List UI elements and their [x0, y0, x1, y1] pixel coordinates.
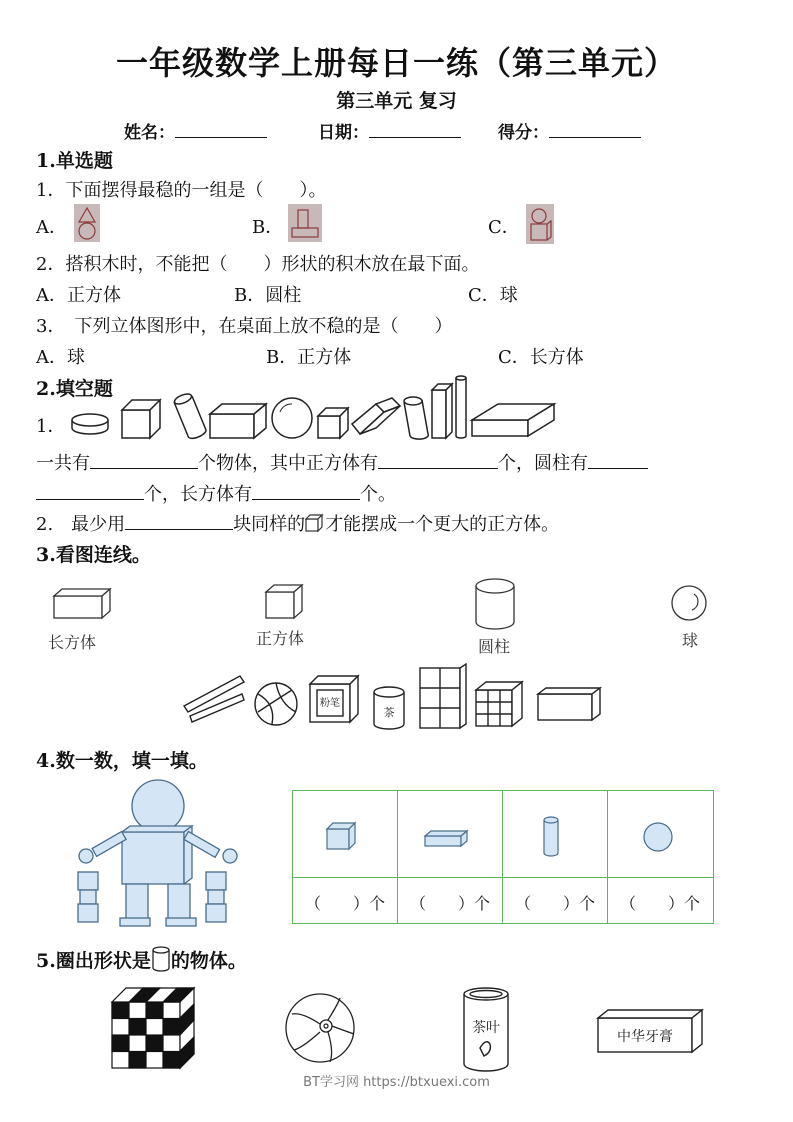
- name-field[interactable]: [124, 118, 267, 143]
- cylinder-count-blank-cont[interactable]: [36, 483, 144, 500]
- page-title: 一年级数学上册每日一练（第三单元）: [115, 44, 677, 82]
- volleyball-icon: [255, 683, 297, 725]
- date-field[interactable]: [318, 118, 461, 143]
- sphere-count-cell[interactable]: （ ）个: [619, 894, 700, 913]
- beach-ball-icon[interactable]: [284, 992, 356, 1064]
- s1-q3-option-a[interactable]: A．球: [36, 347, 85, 368]
- score-field[interactable]: [498, 118, 641, 143]
- checker-cube-icon[interactable]: [110, 986, 196, 1072]
- table-cuboid-icon: [423, 829, 469, 849]
- stack-cone-sphere-icon: [74, 204, 100, 242]
- s1-q2-text: 2．搭积木时，不能把（ ）形状的积木放在最下面。: [36, 254, 480, 275]
- robot-body: [122, 832, 184, 884]
- footer-watermark: BT学习网 https://btxuexi.com: [303, 1075, 490, 1090]
- tall-cuboid-icon: [432, 384, 452, 438]
- stack-sphere-cube-icon: [526, 204, 554, 244]
- cube-shape-icon[interactable]: [264, 584, 304, 620]
- s2-q2-text-a: 2. 最少用: [36, 514, 126, 535]
- s2-q2-text-b: 块同样的: [233, 514, 306, 535]
- s1-q1-option-a[interactable]: A．: [36, 217, 67, 238]
- s1-q1-option-c[interactable]: C．: [488, 217, 520, 238]
- s1-q3-text: 3． 下列立体图形中，在桌面上放不稳的是（ ）: [36, 316, 453, 337]
- cylinder-count-cell[interactable]: （ ）个: [514, 894, 595, 913]
- s2-q1-text-a: 一共有: [36, 453, 90, 474]
- s1-q2-option-c[interactable]: C．球: [468, 285, 518, 306]
- label-cube: 正方体: [256, 629, 305, 648]
- section2-heading: 2.填空题: [36, 378, 113, 400]
- total-count-blank[interactable]: [90, 452, 198, 469]
- sphere-shape-icon[interactable]: [668, 584, 710, 624]
- s2-q1-line2: [36, 480, 396, 506]
- cylinder-shape-icon[interactable]: [474, 578, 516, 632]
- shapes-row-figure: [70, 374, 560, 440]
- s2-q1-text-b: 个物体，其中正方体有: [198, 453, 378, 474]
- small-cube-icon: [318, 408, 348, 438]
- s2-q2-line: [36, 510, 559, 536]
- rubiks-cube-icon: [476, 682, 522, 726]
- table-cylinder-icon: [541, 815, 561, 859]
- name-blank[interactable]: [175, 121, 267, 138]
- tall-cylinder-icon: [456, 376, 466, 438]
- s1-q1-text: 1．下面摆得最稳的一组是（ ）。: [36, 180, 327, 201]
- s2-q1-text-d: 个，长方体有: [144, 484, 252, 505]
- stack-cylinder-box-icon: [288, 204, 322, 242]
- cuboid-count-cell[interactable]: （ ）个: [409, 894, 490, 913]
- robot-figure: [74, 776, 240, 930]
- s1-q2-option-b[interactable]: B．圆柱: [234, 285, 302, 306]
- chalk-box-label: 粉笔: [320, 698, 340, 709]
- sticks-icon: [184, 676, 244, 722]
- date-label: 日期：: [318, 123, 369, 143]
- section5-heading-a: 5.圈出形状是: [36, 950, 151, 972]
- cabinet-icon: [420, 664, 466, 728]
- page-subtitle: 第三单元 复习: [336, 90, 457, 112]
- flat-cylinder-icon: [72, 414, 108, 434]
- count-table: [292, 790, 714, 924]
- s1-q3-option-b[interactable]: B．正方体: [266, 347, 352, 368]
- robot-left-arm: [92, 832, 126, 857]
- cuboid-icon: [210, 404, 266, 438]
- cube-icon: [122, 400, 160, 438]
- flat-cuboid-icon: [472, 404, 554, 436]
- name-label: 姓名：: [124, 123, 175, 143]
- cube-count-cell[interactable]: （ ）个: [304, 894, 385, 913]
- section5-heading: [36, 946, 247, 973]
- chalk-box-icon: [310, 676, 358, 722]
- cuboid-count-blank[interactable]: [252, 483, 360, 500]
- table-sphere-icon: [641, 821, 675, 853]
- tea-can-target-label: 茶叶: [472, 1020, 500, 1036]
- score-label: 得分：: [498, 123, 549, 143]
- toothpaste-label: 中华牙膏: [617, 1029, 673, 1045]
- cuboid-shape-icon[interactable]: [50, 586, 112, 622]
- section4-heading: 4.数一数，填一填。: [36, 750, 208, 772]
- s2-q2-text-c: 才能摆成一个更大的正方体。: [325, 514, 560, 535]
- label-sphere: 球: [682, 631, 699, 650]
- label-cuboid: 长方体: [48, 633, 97, 652]
- objects-row: [180, 660, 610, 732]
- tilted-cylinder-2-icon: [404, 397, 428, 439]
- s2-q1-text-c: 个，圆柱有: [498, 453, 588, 474]
- section1-heading: 1.单选题: [36, 150, 113, 172]
- score-blank[interactable]: [549, 121, 641, 138]
- tea-can-label: 茶: [383, 706, 395, 719]
- date-blank[interactable]: [369, 121, 461, 138]
- table-cube-icon: [325, 821, 359, 851]
- slanted-cuboid-icon: [352, 398, 400, 434]
- right-cube-1: [206, 872, 226, 890]
- s2-q1-number: 1．: [36, 416, 66, 437]
- s2-q1-text-e: 个。: [360, 484, 396, 505]
- cube-needed-blank[interactable]: [125, 513, 233, 530]
- box-cuboid-icon: [538, 688, 600, 720]
- left-cube-1: [78, 872, 98, 890]
- s1-q3-option-c[interactable]: C．长方体: [498, 347, 584, 368]
- label-cylinder: 圆柱: [478, 637, 511, 656]
- s1-q2-option-a[interactable]: A．正方体: [36, 285, 121, 306]
- tea-can-icon: [374, 687, 404, 729]
- sphere-icon: [272, 398, 312, 438]
- s2-q1-line1: [36, 449, 648, 475]
- tea-can-target-icon[interactable]: [460, 986, 512, 1076]
- cylinder-count-blank[interactable]: [588, 452, 648, 469]
- cube-count-blank[interactable]: [378, 452, 498, 469]
- section3-heading: 3.看图连线。: [36, 544, 151, 566]
- s1-q1-option-b[interactable]: B．: [252, 217, 284, 238]
- tilted-cylinder-icon: [173, 392, 206, 438]
- toothpaste-box-icon[interactable]: [596, 1008, 704, 1056]
- section5-heading-b: 的物体。: [170, 950, 247, 972]
- cylinder-inline-icon: [151, 946, 171, 972]
- robot-head: [132, 780, 184, 832]
- small-cube-inline-icon: [305, 514, 325, 532]
